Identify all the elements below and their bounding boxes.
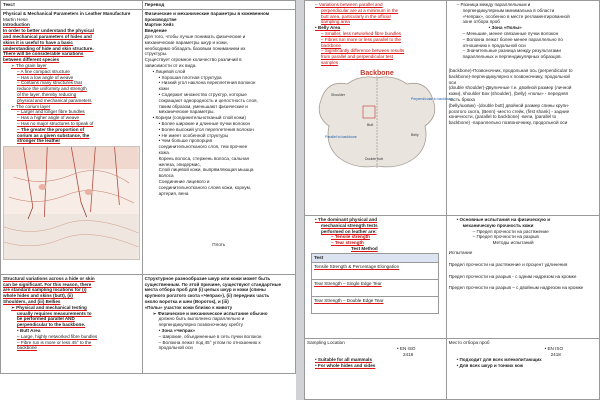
section-intro-en: Introduction (3, 22, 30, 28)
russian-translation-cell[interactable] (142, 9, 295, 274)
list-item: – Предел прочности на разрыв (449, 234, 597, 240)
test-table-header: Test (312, 253, 439, 262)
list-item: должно быть выполнено параллельно и (158, 316, 245, 322)
list-item: backbone (17, 345, 37, 351)
list-item: from parallel and perpendicular test (321, 54, 394, 60)
list-item: – Предел прочности на растяжение (449, 229, 597, 235)
list-item: usually requires measurements to (17, 310, 92, 316)
text-line: около воротка и шеи (Вороток), и (iii) (144, 298, 229, 304)
label-double-butt: Double butt (365, 156, 383, 161)
text-line: «Полы» участок кожи близко к животу (144, 304, 233, 310)
test-method-table-en (311, 253, 439, 314)
list-item: артерия, вена (158, 190, 189, 196)
list-item: Методы испытаний (492, 240, 534, 246)
sampling-item-en: • For whole hides and sides (307, 363, 444, 369)
tests-list-ru (449, 229, 597, 246)
list-item: • Содержит множество структур, которые (145, 92, 293, 98)
list-item: соединительнотканого слоев кожи, корнум, (158, 184, 252, 190)
variation-butt-belly-ru-cell[interactable] (446, 1, 599, 216)
list-item: performed on leather are: (321, 228, 377, 234)
text-line: and mechanical parameters of hides and (3, 33, 92, 39)
list-item: – Has a higher angle of weave (3, 115, 140, 121)
list-item: «Чепрак», особенно в месте регламентированной (462, 13, 570, 19)
test-row: Tear Strength – Single Edge Tear (312, 279, 439, 296)
list-item: – Has a low angle of weave (3, 75, 140, 81)
list-item: mechanical strength tests (321, 222, 378, 228)
list-item: • Чем больше пропорция (145, 138, 293, 144)
sampling-item-en: • Suitable for all mammals (307, 357, 444, 363)
column-header-translation: Перевод (142, 1, 295, 10)
list-item: corium as a given substance, the (17, 132, 90, 138)
list-item: physical and mechanical parameters (17, 97, 92, 103)
list-item: – Fibre run is more or less 45° to the (3, 340, 140, 346)
list-item: – Variations between parallel and (307, 2, 444, 8)
list-item: Корень волоса, стержень волоса, сальная (158, 155, 250, 161)
test-row-ru: Предел прочности на растяжение и процент удлинения (448, 261, 568, 267)
text-line: understanding of hide and skin structure. (3, 45, 94, 51)
list-item: сокращают однородность и целостность слоя, (158, 97, 258, 103)
text-line: can be significant. For this reason, there (3, 281, 92, 287)
text-line: рогатого скота, (Вепп) -место стейк, (first shank) - задние (448, 108, 570, 114)
label-backbone: Backbone (360, 69, 394, 77)
text-line: Shoulders, and (iii) Bellies (3, 298, 61, 304)
list-item: perpendicular are at a minimum in the (321, 7, 399, 13)
list-item: – Волокна лежат более менее параллельно по (449, 37, 597, 43)
list-item: • Кориум (соединительнотканый слой кожи) (145, 115, 293, 121)
diagram-notes-ru (449, 68, 597, 126)
list-item: таким образом, уменьшают физические и (158, 103, 248, 109)
structural-variation-ru-cell[interactable] (142, 274, 295, 373)
list-item: – Tensile strength (307, 234, 444, 240)
list-item: – Fibres run more or less parallel to the (307, 37, 444, 43)
variation-list-en (307, 2, 444, 66)
grain-corium-list-en (3, 63, 140, 144)
list-item: кожи (158, 86, 169, 92)
list-item: зоне отбора проб (462, 19, 500, 25)
intro-paragraph-ru (145, 34, 293, 69)
list-item: Соединение лицевого и (158, 178, 210, 184)
sampling-title-en: Sampling Location (307, 340, 345, 345)
figure-caption-ru: Плоть (212, 242, 226, 248)
article-title-en: Physical & Mechanical Parameters in Leather Manufacture (3, 10, 131, 16)
label-butt: Butt (367, 122, 374, 127)
text-line: In order to better understand the physical (3, 28, 94, 34)
label-shoulder: Shoulder (331, 92, 346, 97)
list-item: • Более высокий угол переплетения волокон (145, 127, 293, 133)
intro-paragraph-en (3, 28, 140, 63)
structural-list-en (3, 305, 140, 351)
sampling-location-ru-cell[interactable] (446, 339, 599, 400)
text-line: Структурное разнообразие шкур или кожи может быть (144, 275, 271, 281)
list-item: ➢ Физическое и механическое испытание обычно (145, 311, 293, 317)
list-item: железа, эпидермис, (158, 161, 201, 167)
test-method-label: Test Method (351, 245, 378, 251)
list-item: соединительнотканого слоя, тем прочнее (158, 144, 248, 150)
translation-table-left (0, 0, 296, 374)
list-item: – Larger and longer fibre bundles (3, 109, 140, 115)
list-item: механические параметры. (158, 109, 215, 115)
text-line: Существует огромное количество различий в (144, 57, 242, 63)
text-line: skins it is useful to have a basic (3, 39, 73, 45)
list-item: – Significantly difference between results (307, 48, 444, 54)
sampling-standard-number-en: 2418 (403, 351, 414, 357)
text-line: Structural variations across a hide or skin (3, 275, 95, 281)
test-table-header-ru: Испытание (448, 249, 473, 255)
list-item: параллельных и перпендикулярных образцов. (462, 54, 562, 60)
list-item: – Has no major structures to speak of (3, 121, 140, 127)
list-item: Слой лицевой кожи, выпрямляющая мышца (158, 167, 254, 173)
text-line: зависимости от их вида. (144, 62, 197, 68)
list-item: of the layer, thereby reducing (17, 91, 77, 97)
list-item: • Зона «Чепрак» (145, 328, 293, 334)
list-item: механическую прочность кожи (462, 222, 534, 228)
text-line: оси (448, 79, 457, 85)
list-item: • Хорошая плотная структура (145, 75, 293, 81)
sampling-standard-ru: • EN ISO (449, 346, 597, 352)
list-item: stronger the leather (17, 138, 61, 144)
text-line: backbone)-перпендикулярно к позвоночнику, продольной (448, 73, 570, 79)
text-line: backbone) -параллельно позвоночнику, продольной оси (448, 120, 568, 126)
text-line: (backbone)-Позвоночник, продольная ось (perpendicular to (448, 67, 573, 73)
list-item: backbone (321, 42, 341, 48)
list-item: • Основные испытания на физическую и (449, 217, 597, 223)
text-line: существенным. По этой причине, существуют стандартные (144, 281, 282, 287)
list-item: • Более широкие и длинные пучки волокон (145, 121, 293, 127)
list-item: butt area, particularly in the official (321, 13, 391, 19)
sampling-item-ru: • Для всех шкур и тонких кож (449, 363, 597, 369)
variation-list-ru (449, 2, 597, 60)
page-gutter (296, 0, 304, 400)
text-line: Для того, чтобы лучше понимать физические и (144, 33, 246, 39)
text-line: крупного рогатого скота «Чепрак»), (ii) передних часть (144, 293, 270, 299)
text-line: are standard sampling locations for (i) (3, 287, 87, 293)
list-item: – Smaller, less networked fibre bundles (307, 31, 444, 37)
label-belly: Belly (411, 132, 419, 137)
structural-list-ru (145, 311, 293, 352)
translation-table-right (304, 0, 600, 400)
section-intro-ru: Введение (144, 28, 167, 34)
skin-cross-section-figure (3, 146, 140, 260)
test-row-ru: Предел прочности на разрыв – с двойным надрезом на кромке (448, 285, 584, 291)
dominant-tests-en (307, 217, 444, 252)
list-item: отношению к продольной оси (462, 42, 526, 48)
text-line: whole hides and skins (butt), (ii) (3, 293, 73, 299)
text-line: кожи), shoulder Бок (shoulder), (belly) «полы» - передняя (448, 91, 569, 97)
structural-paragraph-ru (145, 276, 293, 311)
list-item: • Belly Area (307, 25, 444, 31)
list-item: волоса (158, 173, 174, 179)
english-source-cell[interactable] (1, 9, 143, 274)
list-item: ➢ Physical and mechanical testing (3, 305, 140, 311)
text-line: необходимо обладать базовым пониманием их (144, 45, 246, 51)
author-ru: Мартин Хейз (144, 22, 174, 28)
text-line: конечности, (parallel to backbone) -вели, (parallel to (448, 114, 557, 120)
text-line: between different species (3, 57, 60, 63)
text-line: структуры. (144, 51, 168, 57)
list-item: – Волокна лежат под 45° углом по отношению к (145, 340, 293, 346)
dominant-tests-ru (449, 217, 597, 229)
list-item: – Меньшие, менее связанные пучки волокон (449, 31, 597, 37)
text-line: часть брюха (448, 96, 475, 102)
test-row-ru: Предел прочности на разрыв - с одним надрезом на кромке (448, 273, 577, 279)
list-item: • Низкий угол наклона переплетения волокон (145, 80, 293, 86)
sampling-item-ru: • Подходит для всех млекопитающих (449, 357, 597, 363)
list-item: – The greater the proportion of (3, 127, 140, 133)
text-line: места отбора проб для (i) целых шкур и кожи (спины (144, 287, 266, 293)
column-header-text: Текст (1, 1, 143, 10)
label-perpendicular: Perpendicular to backbone (411, 96, 453, 101)
author-en: Martin Hese (3, 16, 28, 22)
list-item: – Значительные разница между результатами (449, 48, 597, 54)
document-page-right (304, 0, 600, 400)
list-item: – Contains many structures that (3, 80, 140, 86)
list-item: – Разница между параллельным и (449, 2, 597, 8)
structural-variation-en-cell[interactable] (1, 274, 143, 373)
grain-corium-list-ru (145, 69, 293, 197)
list-item: • The dominant physical and (307, 217, 444, 223)
list-item: sampling area (321, 19, 350, 25)
list-item: перпендикулярным минимальна в области (462, 7, 555, 13)
sampling-location-en-cell[interactable] (305, 339, 447, 400)
text-line: механические параметры шкур и кожи, (144, 39, 228, 45)
list-item: продольной оси (158, 345, 193, 351)
list-item: perpendicular to the backbone. (17, 322, 86, 328)
list-item: • Не имеет особенной структуры (145, 133, 293, 139)
tests-en-cell[interactable] (305, 216, 447, 339)
article-title-ru: Физические и механические параметры в кожевенном производстве (144, 10, 270, 22)
list-item: – Tear strength (307, 240, 444, 246)
sampling-title-ru: Место отбора проб (448, 340, 490, 345)
test-row: Tensile Strength & Percentage Elongation (312, 262, 439, 279)
list-item: be performed parallel AND (17, 316, 75, 322)
skin-structure-illustration (4, 147, 139, 259)
sampling-standard-en: • EN ISO (307, 346, 444, 352)
list-item: кожа. (158, 149, 171, 155)
structural-paragraph-en (3, 276, 140, 305)
list-item: – Широкие, объединенные в сеть пучки волокон (145, 334, 293, 340)
sampling-standard-number-ru: 2418 (550, 351, 561, 357)
list-item: • Butt Area (3, 328, 140, 334)
tests-ru-cell[interactable] (446, 216, 599, 339)
list-item: reduce the uniformity and strength (17, 86, 87, 92)
list-item: ➢ The corium layer (3, 104, 140, 110)
list-item: – A fine compact structure (3, 69, 140, 75)
list-item: перпендикулярно позвоночному хребту (158, 322, 244, 328)
text-line: (belly/шовик) -(double butt) двойной размер спины крупн- (448, 102, 570, 108)
list-item: samples (321, 59, 339, 65)
document-page-left (0, 0, 296, 400)
list-item: ➢ The grain layer (3, 63, 140, 69)
text-line: (double shoulder)-Двуличные т.е. двойной размер (личной (448, 85, 572, 91)
label-parallel: Parallel to backbone (325, 134, 357, 139)
list-item: – Large, highly networked fibre bundles (3, 334, 140, 340)
test-row: Tear Strength – Double Edge Tear (312, 296, 439, 313)
list-item: • Зона «Полы» (449, 25, 597, 31)
list-item: • Лицевой слой (145, 69, 293, 75)
text-line: There will be considerable variations (3, 51, 84, 57)
